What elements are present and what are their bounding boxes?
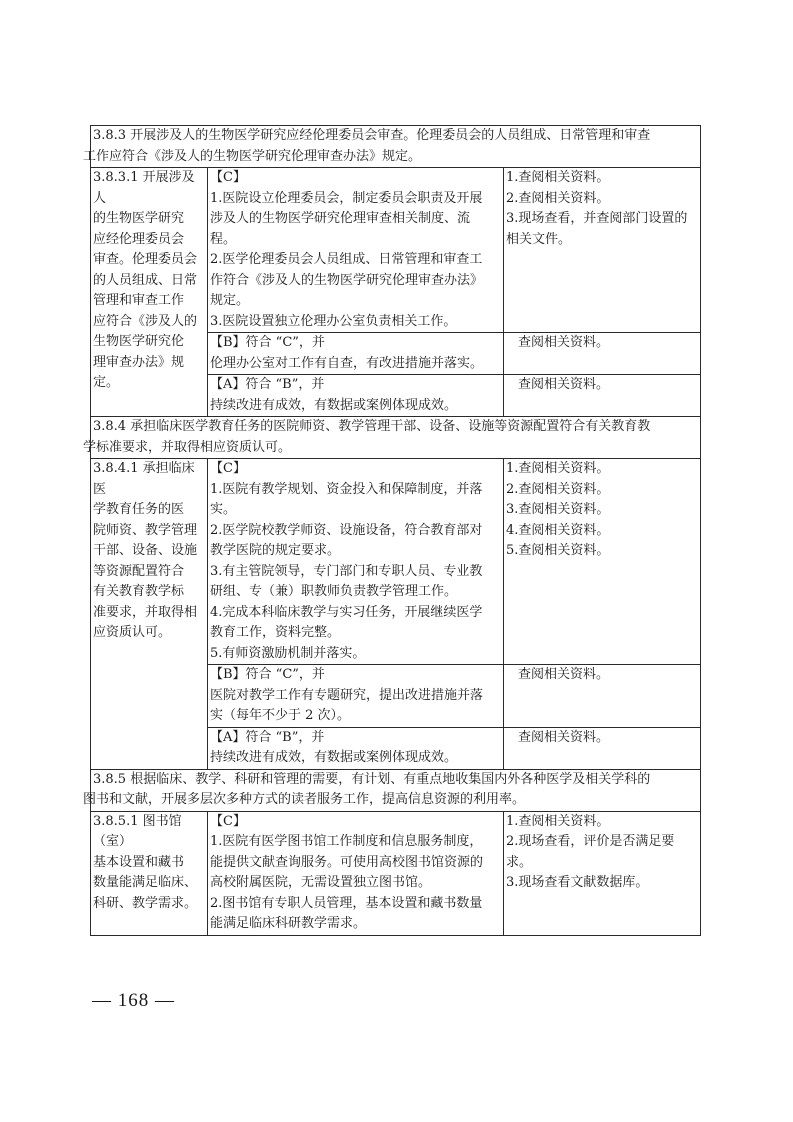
item-title-line: 学教育任务的医 <box>93 502 185 517</box>
method-line: 查阅相关资料。 <box>518 729 610 745</box>
criteria-line: 1.医院设立伦理委员会，制定委员会职责及开展 <box>210 190 483 206</box>
item-title-line: 院师资、教学管理 <box>93 522 198 538</box>
section-heading <box>83 126 701 168</box>
page-number: — 168 — <box>92 990 175 1011</box>
criteria-line: 高校附属医院，无需设置独立图书馆。 <box>210 875 432 890</box>
section-heading-line: 图书和文献，开展多层次多种方式的读者服务工作，提高信息资源的利用率。 <box>83 792 526 807</box>
item-title-line: 3.8.4.1 承担临床医 <box>93 461 195 497</box>
criteria-line: 涉及人的生物医学研究伦理审查相关制度、流 <box>210 211 471 226</box>
item-title-line: 有关教育教学标 <box>93 584 185 599</box>
criteria-line: 【A】符合 “B”，并 <box>210 729 325 745</box>
criteria-line: 教学医院的规定要求。 <box>210 543 341 558</box>
method-line: 1.查阅相关资料。 <box>506 813 610 829</box>
section-heading-line: 3.8.3 开展涉及人的生物医学研究应经伦理委员会审查。伦理委员会的人员组成、日常管理和审查 <box>93 128 651 143</box>
grade-a-criteria <box>208 375 504 417</box>
grade-a-methods <box>504 375 701 417</box>
section-heading <box>83 769 701 811</box>
method-line: 1.查阅相关资料。 <box>506 461 610 476</box>
section-heading-row <box>91 417 701 459</box>
item-title-line: 3.8.3.1 开展涉及人 <box>93 170 195 206</box>
criteria-line: 持续改进有成效，有数据或案例体现成效。 <box>210 750 458 765</box>
item-title-line: 的人员组成、日常 <box>93 272 198 288</box>
criteria-line: 3.有主管院领导，专门部门和专职人员、专业教 <box>210 563 483 579</box>
criteria-line: 2.医学伦理委员会人员组成、日常管理和审查工 <box>210 252 483 267</box>
criteria-line: 程。 <box>210 231 237 247</box>
criteria-line: 研组、专（兼）职教师负责教学管理工作。 <box>210 584 458 599</box>
item-title-cell <box>91 459 208 770</box>
criteria-line: 能满足临床科研教学需求。 <box>210 916 367 931</box>
grade-a-methods <box>504 727 701 769</box>
grade-c-criteria <box>208 168 504 333</box>
method-line: 3.现场查看，并查阅部门设置的 <box>506 211 688 226</box>
item-title-line: 准要求，并取得相 <box>93 604 198 620</box>
method-line: 2.查阅相关资料。 <box>506 190 610 206</box>
criteria-line: 能提供文献查询服务。可使用高校图书馆资源的 <box>210 854 484 870</box>
criteria-line: 1.医院有医学图书馆工作制度和信息服务制度， <box>210 834 483 849</box>
criteria-line: 1.医院有教学规划、资金投入和保障制度，并落 <box>210 481 483 497</box>
item-title-line: 定。 <box>93 375 120 390</box>
grade-b-methods <box>504 333 701 375</box>
criteria-line: 【C】 <box>210 813 246 829</box>
method-line: 1.查阅相关资料。 <box>506 170 610 185</box>
grade-row <box>91 459 701 665</box>
method-line: 4.查阅相关资料。 <box>506 522 610 538</box>
section-heading-line: 工作应符合《涉及人的生物医学研究伦理审查办法》规定。 <box>83 148 422 164</box>
grade-row <box>91 168 701 333</box>
grade-c-criteria <box>208 811 504 935</box>
grade-b-criteria <box>208 333 504 375</box>
item-title-line: 生物医学研究伦 <box>93 334 185 349</box>
criteria-line: 【B】符合 “C”，并 <box>210 667 325 682</box>
grade-b-methods <box>504 665 701 728</box>
item-title-line: 3.8.5.1 图书馆（室） <box>93 813 182 849</box>
item-title-line: 基本设置和藏书 <box>93 854 185 870</box>
method-line: 3.现场查看文献数据库。 <box>506 875 649 890</box>
method-line: 查阅相关资料。 <box>518 335 610 350</box>
criteria-line: 【A】符合 “B”，并 <box>210 377 325 392</box>
method-line: 5.查阅相关资料。 <box>506 543 610 558</box>
criteria-line: 伦理办公室对工作有自查，有改进措施并落实。 <box>210 355 484 371</box>
item-title-line: 应符合《涉及人的 <box>93 313 198 329</box>
criteria-line: 作符合《涉及人的生物医学研究伦理审查办法》 <box>210 272 484 288</box>
item-title-cell <box>91 168 208 417</box>
section-heading <box>83 417 701 459</box>
item-title-line: 应资质认可。 <box>93 625 172 640</box>
method-line: 相关文件。 <box>506 231 572 247</box>
section-heading-row <box>91 769 701 811</box>
grade-c-methods <box>504 168 701 333</box>
grade-c-methods <box>504 459 701 665</box>
item-title-line: 干部、设备、设施 <box>93 543 198 558</box>
item-title-cell <box>91 811 208 935</box>
item-title-line: 管理和审查工作 <box>93 293 185 308</box>
grade-a-criteria <box>208 727 504 769</box>
grade-row <box>91 811 701 935</box>
section-heading-row <box>91 126 701 168</box>
item-title-line: 的生物医学研究 <box>93 211 185 226</box>
section-heading-line: 3.8.4 承担临床医学教育任务的医院师资、教学管理干部、设备、设施等资源配置符合有关教育教 <box>93 419 651 434</box>
criteria-line: 【C】 <box>210 170 246 185</box>
criteria-line: 实。 <box>210 502 237 517</box>
method-line: 查阅相关资料。 <box>518 377 610 392</box>
grade-c-methods <box>504 811 701 935</box>
criteria-line: 持续改进有成效，有数据或案例体现成效。 <box>210 397 458 413</box>
criteria-line: 2.图书馆有专职人员管理，基本设置和藏书数量 <box>210 895 483 911</box>
criteria-line: 2.医学院校教学师资、设施设备，符合教育部对 <box>210 522 483 538</box>
method-line: 2.查阅相关资料。 <box>506 481 610 497</box>
criteria-line: 3.医院设置独立伦理办公室负责相关工作。 <box>210 313 457 329</box>
method-line: 3.查阅相关资料。 <box>506 502 610 517</box>
criteria-line: 【C】 <box>210 461 246 476</box>
criteria-line: 【B】符合 “C”，并 <box>210 335 325 350</box>
item-title-line: 等资源配置符合 <box>93 563 185 579</box>
item-title-line: 科研、教学需求。 <box>93 895 198 911</box>
method-line: 查阅相关资料。 <box>518 667 610 682</box>
item-title-line: 应经伦理委员会 <box>93 231 185 247</box>
standards-table <box>83 125 701 936</box>
section-heading-line: 3.8.5 根据临床、教学、科研和管理的需要，有计划、有重点地收集国内外各种医学及相关学科的 <box>93 771 651 787</box>
item-title-line: 理审查办法》规 <box>93 354 185 370</box>
criteria-line: 规定。 <box>210 293 250 308</box>
item-title-line: 审查。伦理委员会 <box>93 252 198 267</box>
grade-c-criteria <box>208 459 504 665</box>
item-title-line: 数量能满足临床、 <box>93 875 198 890</box>
criteria-line: 教育工作，资料完整。 <box>210 625 341 640</box>
criteria-line: 实（每年不少于 2 次）。 <box>210 708 351 723</box>
criteria-line: 5.有师资激励机制并落实。 <box>210 645 366 661</box>
method-line: 2.现场查看，评价是否满足要求。 <box>506 834 675 870</box>
criteria-line: 医院对教学工作有专题研究，提出改进措施并落 <box>210 687 484 703</box>
grade-b-criteria <box>208 665 504 728</box>
section-heading-line: 学标准要求，并取得相应资质认可。 <box>83 439 292 455</box>
criteria-line: 4.完成本科临床教学与实习任务，开展继续医学 <box>210 604 483 620</box>
